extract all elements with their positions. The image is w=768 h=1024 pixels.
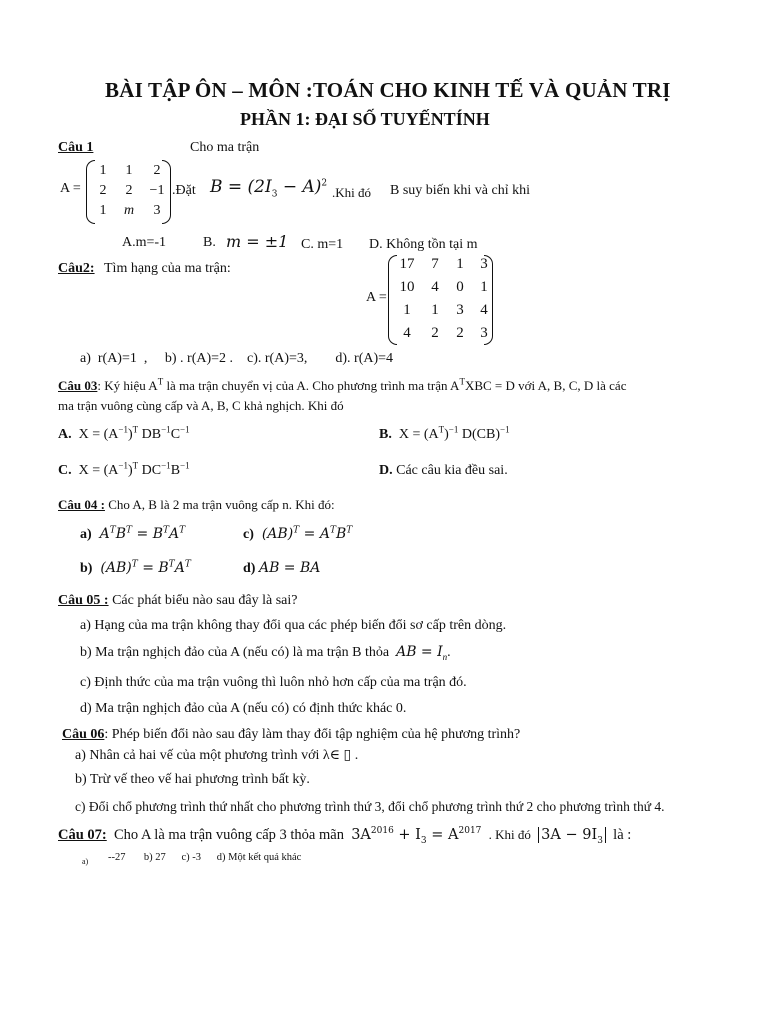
q1-matrix [90,163,172,219]
q3-line1 [58,378,626,394]
q3-option-c-math: $X = (A^{-1})^T$ $DC^{-1}B^{-1}$ [75,460,190,478]
q5-option-c: c) Định thức của ma trận vuông thì luôn nhỏ hơn cấp của ma trận đó. [80,675,467,690]
page-title: BÀI TẬP ÔN – MÔN :TOÁN CHO KINH TẾ VÀ QUẢN TRỊ [105,78,671,102]
q4-label: Câu 04 : [58,497,105,512]
q1-matrix-cell: −1 [149,183,165,198]
q2-matrix-cell: 1 [431,302,439,318]
q2-right-bracket [484,255,493,345]
q3-line1-c: XBC = D với A, B, C, D là các [464,378,627,393]
q2-matrix-cell: 2 [431,325,439,341]
q1-condition: B suy biến khi và chỉ khi [390,183,530,198]
q7-eq-sub: 3 [420,835,427,846]
q2-matrix-cell: 1 [480,279,488,295]
section-title: PHẦN 1: ĐẠI SỐ TUYẾNTÍNH [240,109,490,129]
q1-option-a: A.m=-1 [122,235,167,250]
q5-text: Các phát biểu nào sau đây là sai? [112,593,298,608]
q3-label: Câu 03 [58,378,98,393]
q1-matrix-cell: 2 [125,183,133,198]
q1-formula-post: − A) [277,177,322,197]
q1-matrix-name: A = [60,181,81,196]
q1-matrix-cell: 1 [99,203,107,218]
q5-option-b-math: AB = I [396,644,443,660]
q7-eq-sup2: 2017 [458,826,482,837]
q2-matrix-cell: 3 [480,325,488,341]
q2-matrix [392,256,496,342]
q2-matrix-name: A = [366,290,387,305]
q7-la: là : [613,827,632,843]
q4-option-c-label: c) [243,527,254,542]
q2-text: Tìm hạng của ma trận: [104,261,231,276]
q2-label: Câu2: [58,261,95,276]
q4-option-a-math: $A^TB^T = B^TA^T$ [95,525,186,542]
q3-option-a [58,424,190,443]
q6-text: : Phép biến đổi nào sau đây làm thay đổi tập nghiệm của hệ phương trình? [104,727,521,742]
q7-eq-c: = A [426,827,459,843]
q7-determinant [538,827,606,846]
q6-option-a: a) Nhân cả hai vế của một phương trình với λ∈ ▯ . [75,748,359,763]
q5-option-a: a) Hạng của ma trận không thay đổi qua các phép biến đổi sơ cấp trên dòng. [80,618,507,633]
q3-line1-sup2: T [459,376,465,387]
q3-line2: ma trận vuông cùng cấp và A, B, C khả nghịch. Khi đó [58,398,344,413]
q3-option-d-label: D. [379,463,393,478]
q7-option-a-label: a) [82,857,89,866]
q5-label: Câu 05 : [58,593,109,608]
q2-matrix-cell: 2 [456,325,464,341]
q2-matrix-cell: 3 [456,302,464,318]
q2-matrix-cell: 7 [431,256,439,272]
q5-header [58,593,298,609]
q1-option-b: B. [203,235,216,250]
q7-eq-a: 3A [351,827,371,843]
q1-formula-sup: 2 [321,178,328,189]
q3-line1-a: : Ký hiệu A [97,378,158,393]
q4-option-a-label: a) [80,527,92,542]
q3-line1-sup: T [157,376,164,387]
q4-option-c-math: $(AB)^T = A^TB^T$ [257,525,353,542]
q2-matrix-cell: 17 [399,256,415,272]
q5-option-b-text: b) Ma trận nghịch đảo của A (nếu có) là ma trận B thỏa [80,645,390,660]
q1-intro: Cho ma trận [190,140,260,155]
q2-matrix-cell: 4 [480,302,488,318]
q2-options: a) r(A)=1 , b) . r(A)=2 . c). r(A)=3, d). r(A)=4 [80,351,394,366]
q4-option-b [80,560,191,577]
q1-matrix-cell: m [123,203,135,218]
q4-option-c [243,526,352,543]
q1-formula [210,177,328,200]
q2-matrix-cell: 1 [456,256,464,272]
q6-option-c: c) Đổi chổ phương trình thứ nhất cho phương trình thứ 3, đổi chổ phương trình thứ 2 cho phương trình thứ 4. [75,799,665,814]
q1-matrix-cell: 2 [153,163,161,178]
q5-option-b-sub: n [442,651,448,662]
q1-dat: .Đặt [172,183,196,198]
q4-header [58,497,335,513]
q3-option-d [379,463,508,479]
q7-det-text: 3A − 9I [541,827,598,843]
q3-option-a-label: A. [58,427,72,442]
q1-matrix-cell: 2 [99,183,107,198]
q1-matrix-cell: 1 [99,163,107,178]
q4-option-d-text: AB = BA [258,560,321,576]
q3-option-b [379,424,510,443]
q2-matrix-cell: 4 [403,325,411,341]
q1-matrix-cell: 3 [153,203,161,218]
q5-option-d: d) Ma trận nghịch đảo của A (nếu có) có định thức khác 0. [80,701,407,716]
q1-right-bracket [162,160,171,224]
q6-option-b: b) Trừ vế theo vế hai phương trình bất kỳ. [75,772,310,787]
q1-label: Câu 1 [58,140,94,155]
q2-matrix-cell: 3 [480,256,488,272]
q4-option-b-label: b) [80,561,93,576]
q4-text: Cho A, B là 2 ma trận vuông cấp n. Khi đó: [108,497,335,512]
q4-option-b-math: $(AB)^T = B^TA^T$ [95,559,191,576]
q4-option-a [80,526,185,543]
q1-formula-pre: B = (2I [210,177,272,197]
q7-options: --27 b) 27 c) -3 d) Một kết quả khác [108,852,302,863]
q2-matrix-cell: 4 [431,279,439,295]
q3-option-a-math: $X = (A^{-1})^T$ $DB^{-1}C^{-1}$ [75,424,190,442]
q7-header [58,827,631,844]
q2-matrix-cell: 1 [403,302,411,318]
q7-equation [351,826,482,846]
q3-line1-b: là ma trận chuyển vị của A. Cho phương trình ma trận A [163,378,460,393]
q3-option-c-label: C. [58,463,72,478]
q4-option-d-label: d) [243,561,256,576]
q7-eq-sup1: 2016 [370,826,394,837]
q3-option-b-math: $X = (A^T)^{-1}$ D(CB)$^{-1}$ [395,424,510,442]
q2-matrix-cell: 0 [456,279,464,295]
q1-matrix-cell: 1 [125,163,133,178]
q1-option-d: D. Không tồn tại m [369,237,478,252]
q6-label: Câu 06 [62,727,105,742]
q3-option-c [58,460,190,479]
q1-option-b-math: m = ±1 [226,232,289,251]
q7-khi-do: . Khi đó [488,827,531,842]
q3-option-d-text: Các câu kia đều sai. [396,463,508,478]
q7-label: Câu 07: [58,827,107,843]
q5-option-b: b) Ma trận nghịch đảo của A (nếu có) là ma trận B thỏa AB = $I_n$. [80,644,451,662]
q7-text: Cho A là ma trận vuông cấp 3 thỏa mãn [114,827,344,843]
q7-det-sub: 3 [597,835,603,846]
q6-header [62,727,520,743]
q3-option-b-label: B. [379,427,392,442]
q1-khi-do: .Khi đó [332,185,371,200]
q7-eq-b: + I [393,827,421,843]
q4-option-d [243,560,320,577]
q2-matrix-cell: 10 [399,279,415,295]
q1-option-c: C. m=1 [301,237,344,252]
q1-formula-sub: 3 [271,189,278,200]
